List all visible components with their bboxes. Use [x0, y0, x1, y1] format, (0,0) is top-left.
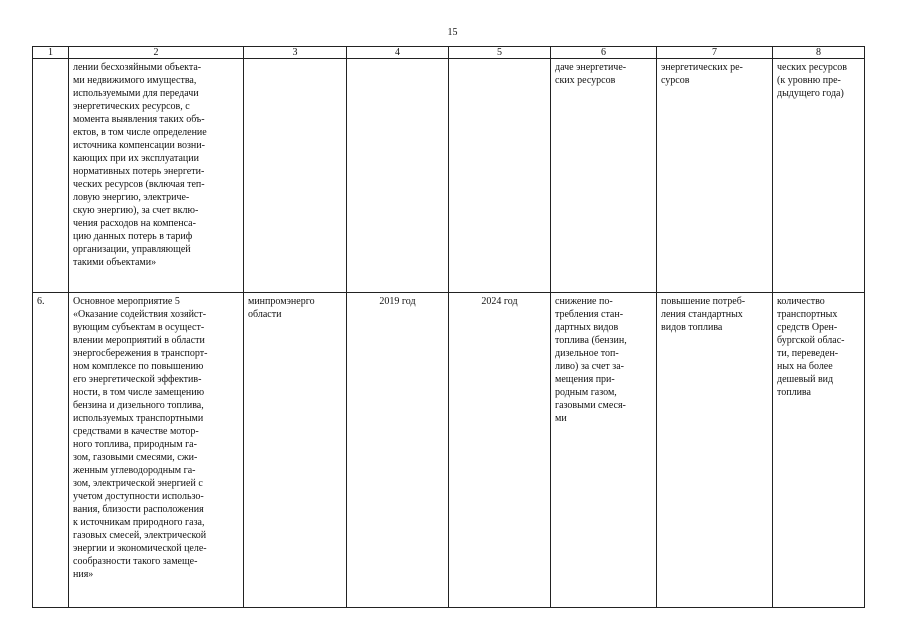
column-header-2: 2 — [69, 47, 244, 59]
column-header-1: 1 — [33, 47, 69, 59]
measure-description-cell: Основное мероприятие 5 «Оказание содействия хозяйст- вующим субъектам в осущест- влении мероприятий в области энергосбережения в транспорт- ном комплексе по повышению его энергетической эффектив- ности, в том числе замещению бензина и дизельного топлива, используемых транспортными средствами в качестве мотор- ного топлива, природным га- зом, газовыми смесями, сжи- женным углеводородным га- зом, электрической энергией с учетом доступности использо- вания, близости расположения к источникам природного газа, газовых смесей, электрической энергии и экономической целе- сообразности такого замеще- ния» — [69, 293, 244, 608]
table-row — [33, 293, 865, 608]
indicator-cell: количество транспортных средств Орен- бургской облас- ти, переведен- ных на более дешевый вид топлива — [773, 293, 865, 608]
column-header-6: 6 — [551, 47, 657, 59]
start-year-cell — [347, 59, 449, 293]
consequence-cell: энергетических ре- сурсов — [657, 59, 773, 293]
end-year-cell: 2024 год — [449, 293, 551, 608]
executor-cell: минпромэнерго области — [244, 293, 347, 608]
indicator-cell: ческих ресурсов (к уровню пре- дыдущего года) — [773, 59, 865, 293]
expected-result-cell: снижение по- требления стан- дартных видов топлива (бензин, дизельное топ- ливо) за счет за- мещения при- родным газом, газовыми смеся- ми — [551, 293, 657, 608]
header-row — [33, 47, 865, 59]
measure-description-cell: лении бесхозяйными объекта- ми недвижимого имущества, используемыми для передачи энергетических ресурсов, с момента выявления таких объ- ектов, в том числе определение источника компенсации возни- кающих при их эксплуатации нормативных потерь энергети- ческих ресурсов (включая теп- ловую энергию, электриче- скую энергию), за счет вклю- чения расходов на компенса- цию данных потерь в тариф организации, управляющей такими объектами» — [69, 59, 244, 293]
expected-result-cell: даче энергетиче- ских ресурсов — [551, 59, 657, 293]
column-header-7: 7 — [657, 47, 773, 59]
consequence-cell: повышение потреб- ления стандартных видов топлива — [657, 293, 773, 608]
end-year-cell — [449, 59, 551, 293]
start-year-cell: 2019 год — [347, 293, 449, 608]
row-number-cell: 6. — [33, 293, 69, 608]
measures-table — [32, 46, 865, 608]
column-header-4: 4 — [347, 47, 449, 59]
table-row — [33, 59, 865, 293]
column-header-8: 8 — [773, 47, 865, 59]
page-number: 15 — [447, 27, 458, 38]
row-number-cell — [33, 59, 69, 293]
column-header-5: 5 — [449, 47, 551, 59]
column-header-3: 3 — [244, 47, 347, 59]
executor-cell — [244, 59, 347, 293]
